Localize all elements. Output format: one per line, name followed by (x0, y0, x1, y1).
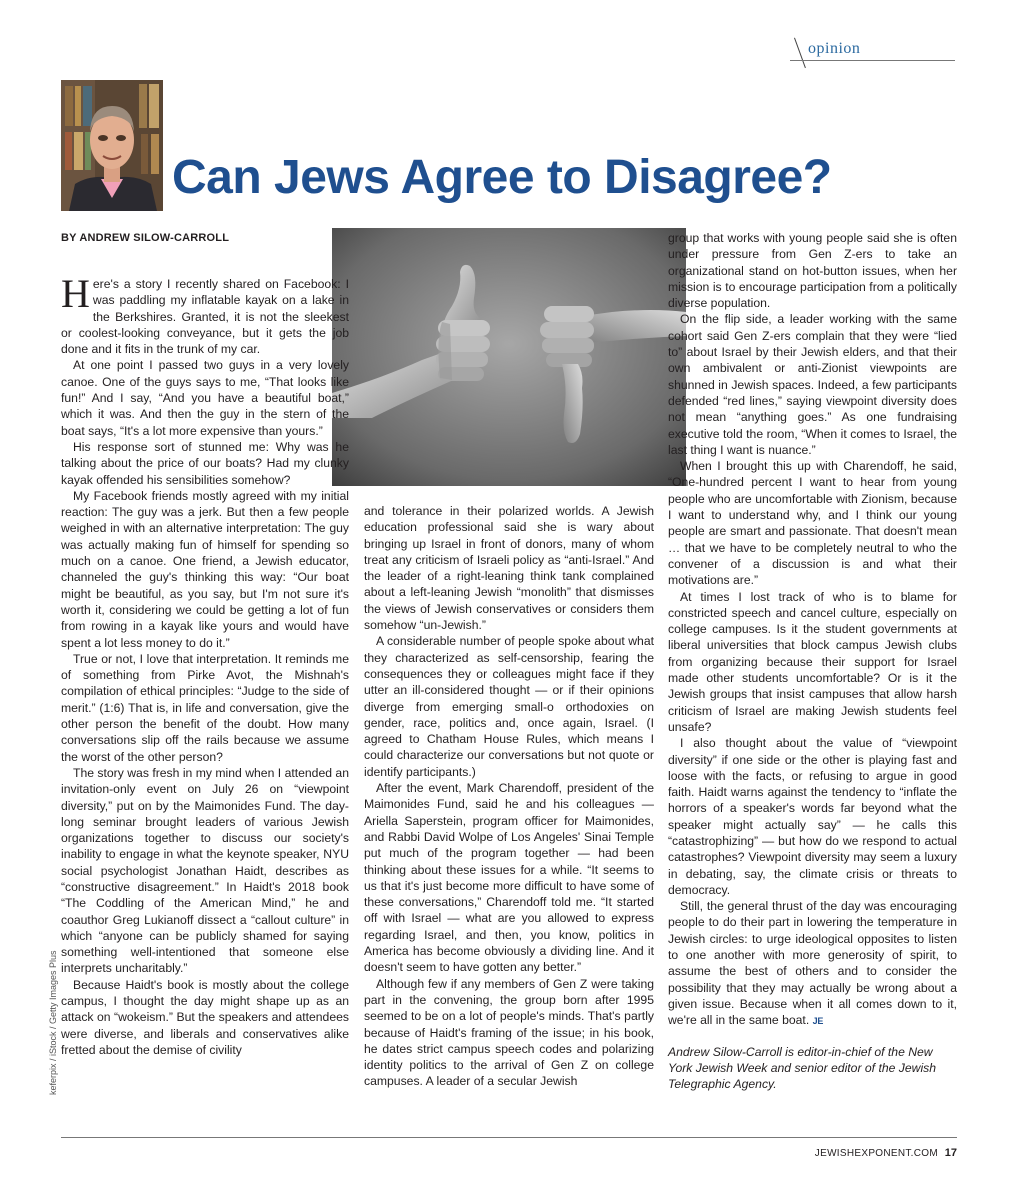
article-column-3 (668, 230, 957, 1092)
author-bio: Andrew Silow-Carroll is editor-in-chief of the New York Jewish Week and senior editor of the Jewish Telegraphic Agency. (668, 1044, 937, 1092)
footer-site: JEWISHEXPONENT.COM (814, 1148, 938, 1159)
author-photo (61, 80, 163, 211)
paragraph: The story was fresh in my mind when I attended an invitation-only event on July 26 on “viewpoint diversity,” put on by the Maimonides Fund. The day-long seminar brought leaders of various Jewish organizations together to discuss our society's inability to engage in what the keynote speaker, NYU social psychologist Jonathan Haidt, describes as “constructive disagreement.” In Haidt's 2018 book “The Coddling of the American Mind,” he and coauthor Greg Lukianoff dissect a “callout culture” in which “anyone can be publicly shamed for saying something well-intentioned that someone else interprets uncharitably.” (61, 765, 349, 976)
paragraph: Because Haidt's book is mostly about the college campus, I thought the day might shape up as an attack on “wokeism.” But the speakers and attendees were diverse, and liberals and conservatives alike fretted about the demise of civility (61, 977, 349, 1057)
paragraph: When I brought this up with Charendoff, he said, “One-hundred percent I want to hear from young people who are uncomfortable with Zionism, because I want to understand why, and I think our young people are smart and passionate. That doesn't mean … that we have to be completely neutral to who the convener of a discussion is and what their motivations are.” (668, 459, 957, 588)
paragraph: At times I lost track of who is to blame for constricted speech and cancel culture, especially on college campuses. Is it the student governments at liberal universities that block campus Jewish clubs from organizing because their support for Israel made other students uncomfortable? Or is it the Jewish groups that insist campuses that allow harsh criticism of Israel are making Jewish students feel unsafe? (668, 589, 957, 734)
headline: Can Jews Agree to Disagree? (172, 151, 832, 204)
page-number: 17 (944, 1147, 957, 1159)
paragraph: I also thought about the value of “viewpoint diversity” if one side or the other is playing fast and loose with the facts, or refusing to argue in good faith. Haidt warns against the tendency to “inflate the horrors of a speaker's words far beyond what the speaker might actually say” — he calls this “catastrophizing” — but how do we respond to actual catastrophes? Viewpoint diversity may seem a luxury in debating, say, the climate crisis or threats to democracy. (668, 736, 957, 897)
section-rule (790, 60, 955, 61)
paragraph (61, 271, 349, 357)
paragraph-text: Still, the general thrust of the day was encouraging people to do their part in lowering the temperature in Jewish circles: to urge ideological opposites to listen to one another with more generosity of spirit, to assume the best of others and to consider the possibility that they may actually be wrong about a given issue. Because when it all comes down to it, we're all in the same boat. (668, 899, 957, 1028)
paragraph: After the event, Mark Charendoff, president of the Maimonides Fund, said he and his colleagues — Ariella Saperstein, program officer for Maimonides, and Rabbi David Wolpe of Los Angeles' Sinai Temple put much of the program together — had been thinking about these issues for a while. “It seems to us that it's just become more difficult to have some of these conversations,” Charendoff told me. “It started off with Israel — what are you allowed to express regarding Israel, and then, you know, politics in America has become obviously a dividing line. And it doesn't seem to have gotten any better.” (364, 781, 654, 975)
section-label (790, 38, 955, 64)
thumbs-up-thumbs-down-photo (332, 228, 686, 486)
end-mark: JE (812, 1016, 824, 1027)
paragraph: Although few if any members of Gen Z were taking part in the convening, the group born after 1995 seemed to be on a lot of people's minds. That's partly because of Haidt's framing of the issue; in his book, he dates strict campus speech codes and polarizing identity politics to the arrival of Gen Z on college campuses. A leader of a secular Jewish (364, 976, 654, 1089)
article-column-1 (61, 271, 349, 1058)
section-slash (794, 38, 806, 68)
drop-cap: H (61, 271, 90, 316)
paragraph: On the flip side, a leader working with the same cohort said Gen Z-ers complain that they were “lied to” about Israel by their Jewish elders, and that their own ambivalent or anti-Zionist viewpoints are shunned in Jewish spaces. Indeed, a few participants defended “red lines,” saying viewpoint diversity does not mean “anything goes.” As one fundraising executive told the room, “When it comes to Israel, the last thing I want is nuance.” (668, 312, 957, 457)
paragraph: True or not, I love that interpretation. It reminds me of something from Pirke Avot, the Mishnah's compilation of ethical principles: “Judge to the side of merit.” (1:6) That is, in life and conversation, give the other person the benefit of the doubt. How many conversations slip off the rails because we assume the worst of the other person? (61, 651, 349, 764)
photo-credit: keferpix / iStock / Getty Images Plus (48, 950, 58, 1095)
paragraph: and tolerance in their polarized worlds. A Jewish education professional said she is wary about bringing up Israel in front of donors, many of whom treat any criticism of Israeli policy as “anti-Israel.” And the leader of a right-leaning think tank complained about a left-leaning Jewish “monolith” that dismisses the views of Jewish conservatives or considers them somehow “un-Jewish.” (364, 504, 654, 633)
paragraph-text: ere's a story I recently shared on Facebook: I was paddling my inflatable kayak on a lake in the Berkshires. Granted, it is not the sleekest or coolest-looking conveyance, but it gets the job done and it fits in the trunk of my car. (61, 277, 349, 357)
paragraph: My Facebook friends mostly agreed with my initial reaction: The guy was a jerk. But then a few people weighed in with an alternative interpretation: The guy was actually making fun of himself for spending so much on a canoe. One friend, a Jewish educator, channeled the guy's thinking this way: “Our boat might be beautiful, as you say, but I'm not sure it's worth it, considering we could be getting a lot of fun from rowing in a kayak like yours and would have spent a lot less money to do it.” (61, 488, 349, 650)
paragraph: At one point I passed two guys in a very lovely canoe. One of the guys says to me, “That looks like fun!” And I say, “And you have a beautiful boat,” which it was. And then the guy in the stern of the boat says, “It's a lot more expensive than yours.” (61, 358, 349, 438)
footer-rule (61, 1137, 957, 1138)
article-column-2 (364, 503, 654, 1090)
paragraph: group that works with young people said she is often under pressure from Gen Z-ers to take an organizational stand on hot-button issues, when her mission is to encourage participation from a politically diverse population. (668, 231, 957, 311)
byline: BY ANDREW SILOW-CARROLL (61, 232, 230, 244)
paragraph (668, 898, 957, 1029)
section-name: opinion (808, 40, 861, 57)
paragraph: A considerable number of people spoke about what they characterized as self-censorship, fearing the consequences they or colleagues might face if they utter an ill-considered thought — or if their opinions diverge from emerging small-o orthodoxies on gender, race, politics and, once again, Israel. (I agreed to Chatham House Rules, which means I could characterize our conversations but not quote or identify participants.) (364, 634, 654, 779)
paragraph: His response sort of stunned me: Why was he talking about the price of our boats? Had my clunky kayak offended his sensibilities somehow? (61, 439, 349, 487)
